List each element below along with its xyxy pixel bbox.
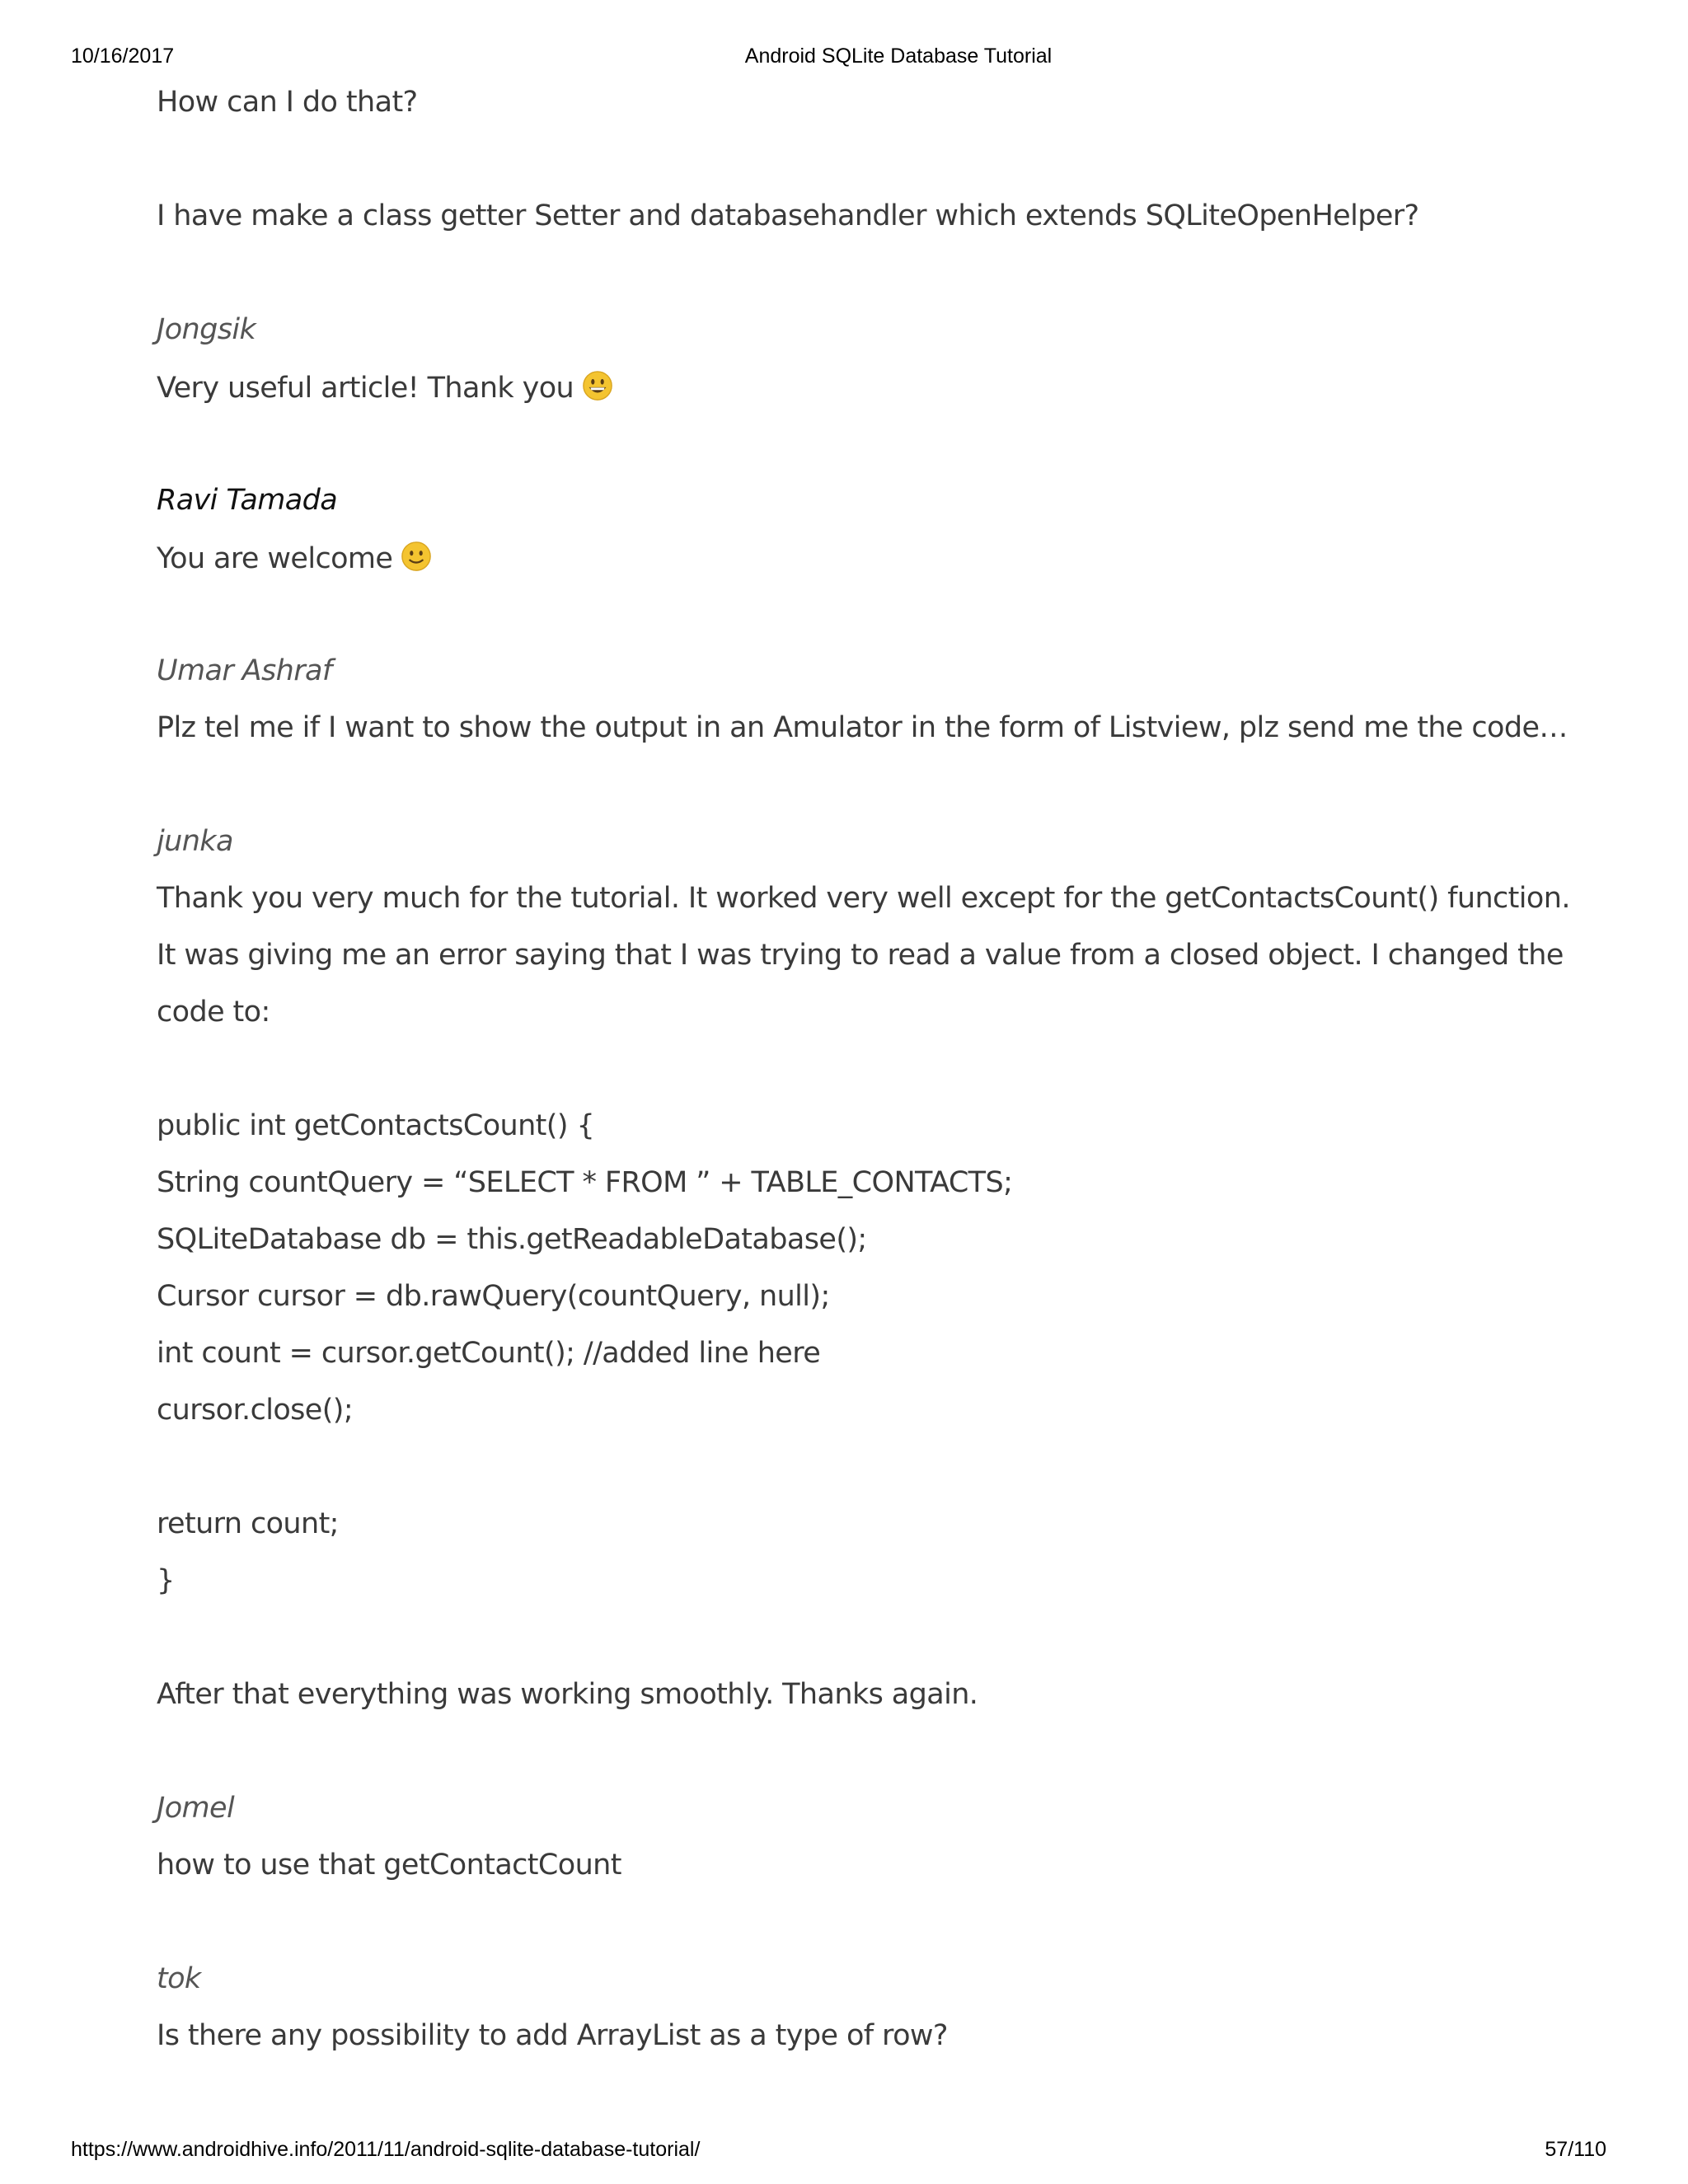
comment-author: Jomel — [157, 1792, 235, 1825]
comment-text: I have make a class getter Setter and databasehandler which extends SQLiteOpenHelper? — [157, 199, 1419, 232]
code-line: Cursor cursor = db.rawQuery(countQuery, null); — [157, 1280, 830, 1313]
page-number: 57/110 — [1545, 2138, 1606, 2161]
grinning-face-emoji-icon — [582, 370, 613, 401]
comment-text: Plz tel me if I want to show the output in an Amulator in the form of Listview, plz send me the code… — [157, 711, 1568, 744]
footer-url: https://www.androidhive.info/2011/11/android-sqlite-database-tutorial/ — [71, 2138, 701, 2161]
comment-author: junka — [157, 825, 233, 858]
comment-author: tok — [157, 1962, 201, 1995]
comment-text: how to use that getContactCount — [157, 1849, 621, 1882]
page-title: Android SQLite Database Tutorial — [744, 45, 1053, 68]
comment-text-body: You are welcome — [157, 542, 393, 575]
slightly-smiling-face-icon — [401, 541, 432, 572]
comment-text-body: Very useful article! Thank you — [157, 372, 574, 405]
comment-text: It was giving me an error saying that I was trying to read a value from a closed object. I changed the — [157, 939, 1564, 972]
comment-author: Jongsik — [157, 313, 256, 346]
comment-text: code to: — [157, 996, 270, 1029]
code-line: public int getContactsCount() { — [157, 1109, 595, 1142]
comment-text — [157, 541, 432, 575]
comment-author: Ravi Tamada — [157, 484, 338, 517]
comment-text — [157, 370, 613, 405]
comment-author: Umar Ashraf — [157, 654, 332, 687]
comment-text: Is there any possibility to add ArrayList as a type of row? — [157, 2019, 948, 2052]
comment-text: After that everything was working smoothly. Thanks again. — [157, 1678, 978, 1711]
code-line: return count; — [157, 1507, 339, 1540]
print-date: 10/16/2017 — [71, 45, 175, 68]
code-line: String countQuery = “SELECT * FROM ” + TABLE_CONTACTS; — [157, 1166, 1013, 1199]
code-line: int count = cursor.getCount(); //added line here — [157, 1337, 821, 1370]
code-line: SQLiteDatabase db = this.getReadableDatabase(); — [157, 1223, 867, 1256]
code-line: cursor.close(); — [157, 1394, 354, 1427]
code-line: } — [157, 1564, 175, 1597]
comment-text: How can I do that? — [157, 86, 418, 119]
comment-text: Thank you very much for the tutorial. It worked very well except for the getContactsCount() function. — [157, 882, 1570, 915]
